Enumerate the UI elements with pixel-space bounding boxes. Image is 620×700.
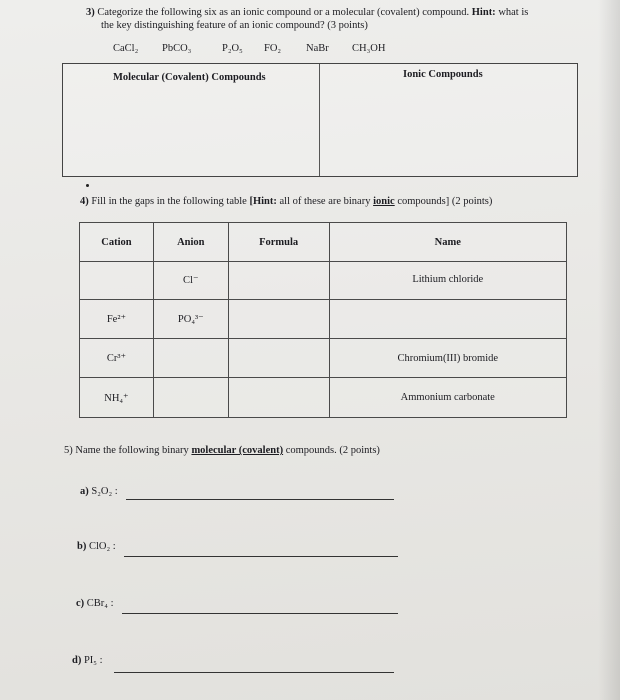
cell-formula[interactable] [228,262,329,300]
q3-prompt-line2: the key distinguishing feature of an ionic compound? (3 points) [101,20,368,31]
q3-text-b: what is [498,7,529,18]
q5-number: 5) [64,445,73,456]
cell-anion[interactable] [153,378,228,418]
item-b-label: b) [77,541,87,552]
cell-cation[interactable] [80,262,154,300]
table-row [80,378,567,418]
header-name: Name [329,223,567,262]
cell-formula[interactable] [228,339,329,378]
compound-cacl2: CaCl₂ [113,43,139,54]
q4-prompt [80,196,560,208]
cell-formula[interactable] [228,378,329,418]
compound-nabr: NaBr [306,43,329,54]
header-anion: Anion [153,223,228,262]
q4-fill-table [79,222,567,418]
cell-name: Lithium chloride [329,262,567,300]
q5-underlined: molecular (covalent) [191,445,284,456]
compound-fo2: FO₂ [264,43,282,54]
item-c-label: c) [76,598,85,609]
cell-name: Ammonium carbonate [329,378,567,418]
answer-line-b[interactable] [124,556,398,557]
q5-item-d [72,655,103,667]
table-header-row [80,223,567,262]
item-b-formula: ClO₂ : [88,541,116,552]
cell-cation: Cr³⁺ [80,339,154,378]
q4-hint-open: [Hint: [249,196,277,207]
cell-cation: Fe²⁺ [80,300,154,339]
item-d-label: d) [72,655,82,666]
q5-item-c [76,598,114,610]
answer-line-a[interactable] [126,499,394,500]
compound-p2o5: P₂O₅ [222,43,243,54]
q3-hint-label: Hint: [471,7,496,18]
compound-pbco3: PbCO₃ [162,43,192,54]
q4-number: 4) [80,196,89,207]
q5-text-b: compounds. (2 points) [285,445,380,456]
cell-cation: NH₄⁺ [80,378,154,418]
answer-line-d[interactable] [114,672,394,673]
cell-anion: PO₄³⁻ [153,300,228,339]
q5-item-a [80,486,118,498]
cell-formula[interactable] [228,300,329,339]
compound-ch3oh: CH₃OH [352,43,386,54]
item-d-formula: PI₅ : [83,655,103,666]
cell-anion[interactable] [153,339,228,378]
page-shadow [598,0,620,700]
q3-column-divider [319,64,320,176]
q4-text-a: Fill in the gaps in the following table [91,196,247,207]
table-row [80,339,567,378]
q3-text-a: Categorize the following six as an ionic compound or a molecular (covalent) compound. [97,7,470,18]
q4-ionic-word: ionic [373,196,395,207]
q4-text-c: compounds] (2 points) [397,196,493,207]
header-molecular: Molecular (Covalent) Compounds [113,72,266,83]
q5-item-b [77,541,116,553]
q4-text-b: all of these are binary [279,196,371,207]
header-ionic: Ionic Compounds [403,69,483,80]
q3-number: 3) [86,7,95,18]
item-a-formula: S₂O₂ : [91,486,118,497]
q5-text-a: Name the following binary [75,445,189,456]
item-c-formula: CBr₄ : [86,598,114,609]
header-cation: Cation [80,223,154,262]
table-row [80,300,567,339]
q5-prompt [64,445,564,457]
cell-name[interactable] [329,300,567,339]
cell-name: Chromium(III) bromide [329,339,567,378]
answer-line-c[interactable] [122,613,398,614]
stray-dot [86,184,89,187]
item-a-label: a) [80,486,89,497]
header-formula: Formula [228,223,329,262]
q3-prompt [86,7,576,19]
cell-anion: Cl⁻ [153,262,228,300]
q3-category-table [62,63,578,177]
table-row [80,262,567,300]
